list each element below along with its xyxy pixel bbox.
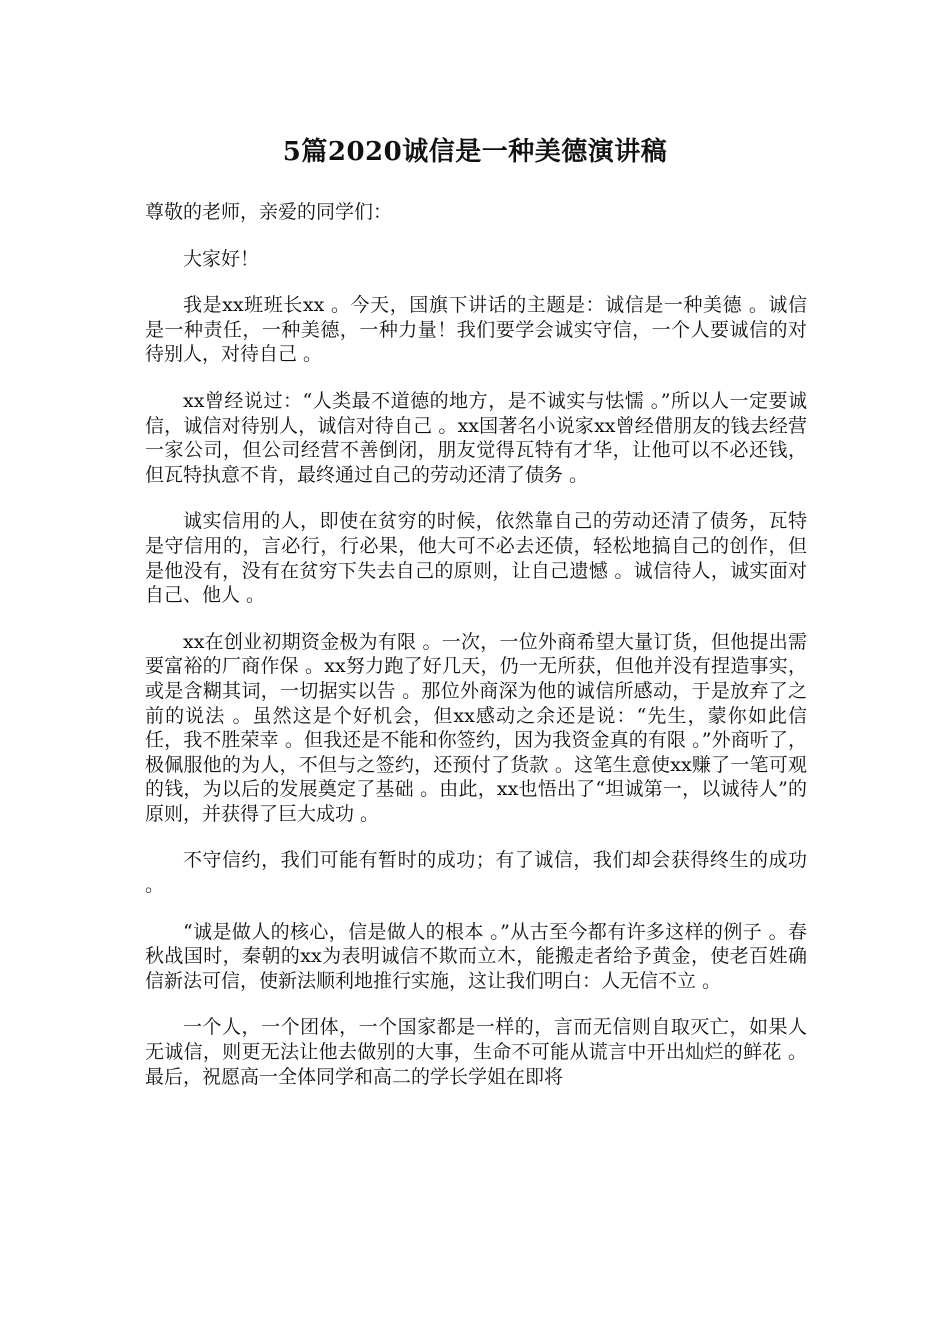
paragraph-history: “诚是做人的核心，信是做人的根本 。”从古至今都有许多这样的例子 。春秋战国时，秦朝的xx为表明诚信不欺而立木，能搬走者给予黄金，使老百姓确信新法可信，使新法顺利地推行实施，这让我们明白：人无信不立 。 xyxy=(145,920,807,992)
paragraph-conclusion: 一个人，一个团体，一个国家都是一样的，言而无信则自取灭亡，如果人无诚信，则更无法让他去做别的大事，生命不可能从谎言中开出灿烂的鲜花 。最后，祝愿高一全体同学和高二的学长学姐在即将 xyxy=(145,1016,807,1088)
salutation: 尊敬的老师，亲爱的同学们： xyxy=(145,201,393,223)
paragraph-introduction: 我是xx班班长xx 。今天，国旗下讲话的主题是：诚信是一种美德 。诚信是一种责任，一种美德，一种力量！我们要学会诚实守信，一个人要诚信的对待别人，对待自己 。 xyxy=(145,294,807,366)
paragraph-greeting: 大家好！ xyxy=(183,247,260,270)
document-body xyxy=(145,200,807,1111)
paragraph-business-story: xx在创业初期资金极为有限 。一次，一位外商希望大量订货，但他提出需要富裕的厂商作保 。xx努力跑了好几天，仍一无所获，但他并没有捏造事实，或是含糊其词，一切据实以告 。那位外商深为他的诚信所感动，于是放弃了之前的说法 。虽然这是个好机会，但xx感动之余还是说：“先生，蒙你如此信任，我不胜荣幸 。但我还是不能和你签约，因为我资金真的有限 。”外商听了，极佩服他的为人，不但与之签约，还预付了货款 。这笔生意使xx赚了一笔可观的钱，为以后的发展奠定了基础 。由此，xx也悟出了“坦诚第一，以诚待人”的原则，并获得了巨大成功 。 xyxy=(145,630,807,825)
paragraph-success: 不守信约，我们可能有暂时的成功；有了诚信，我们却会获得终生的成功 。 xyxy=(145,849,807,897)
paragraph-quote: xx曾经说过：“人类最不道德的地方，是不诚实与怯懦 。”所以人一定要诚信，诚信对待别人，诚信对待自己 。xx国著名小说家xx曾经借朋友的钱去经营一家公司，但公司经营不善倒闭，朋友觉得瓦特有才华，让他可以不必还钱，但瓦特执意不肯，最终通过自己的劳动还清了债务 。 xyxy=(145,389,807,486)
paragraph-honesty: 诚实信用的人，即使在贫穷的时候，依然靠自己的劳动还清了债务，瓦特是守信用的，言必行，行必果，他大可不必去还债，轻松地搞自己的创作，但是他没有，没有在贫穷下失去自己的原则，让自己遗憾 。诚信待人，诚实面对自己、他人 。 xyxy=(145,510,807,607)
document-title: 5篇2020诚信是一种美德演讲稿 xyxy=(282,137,668,167)
